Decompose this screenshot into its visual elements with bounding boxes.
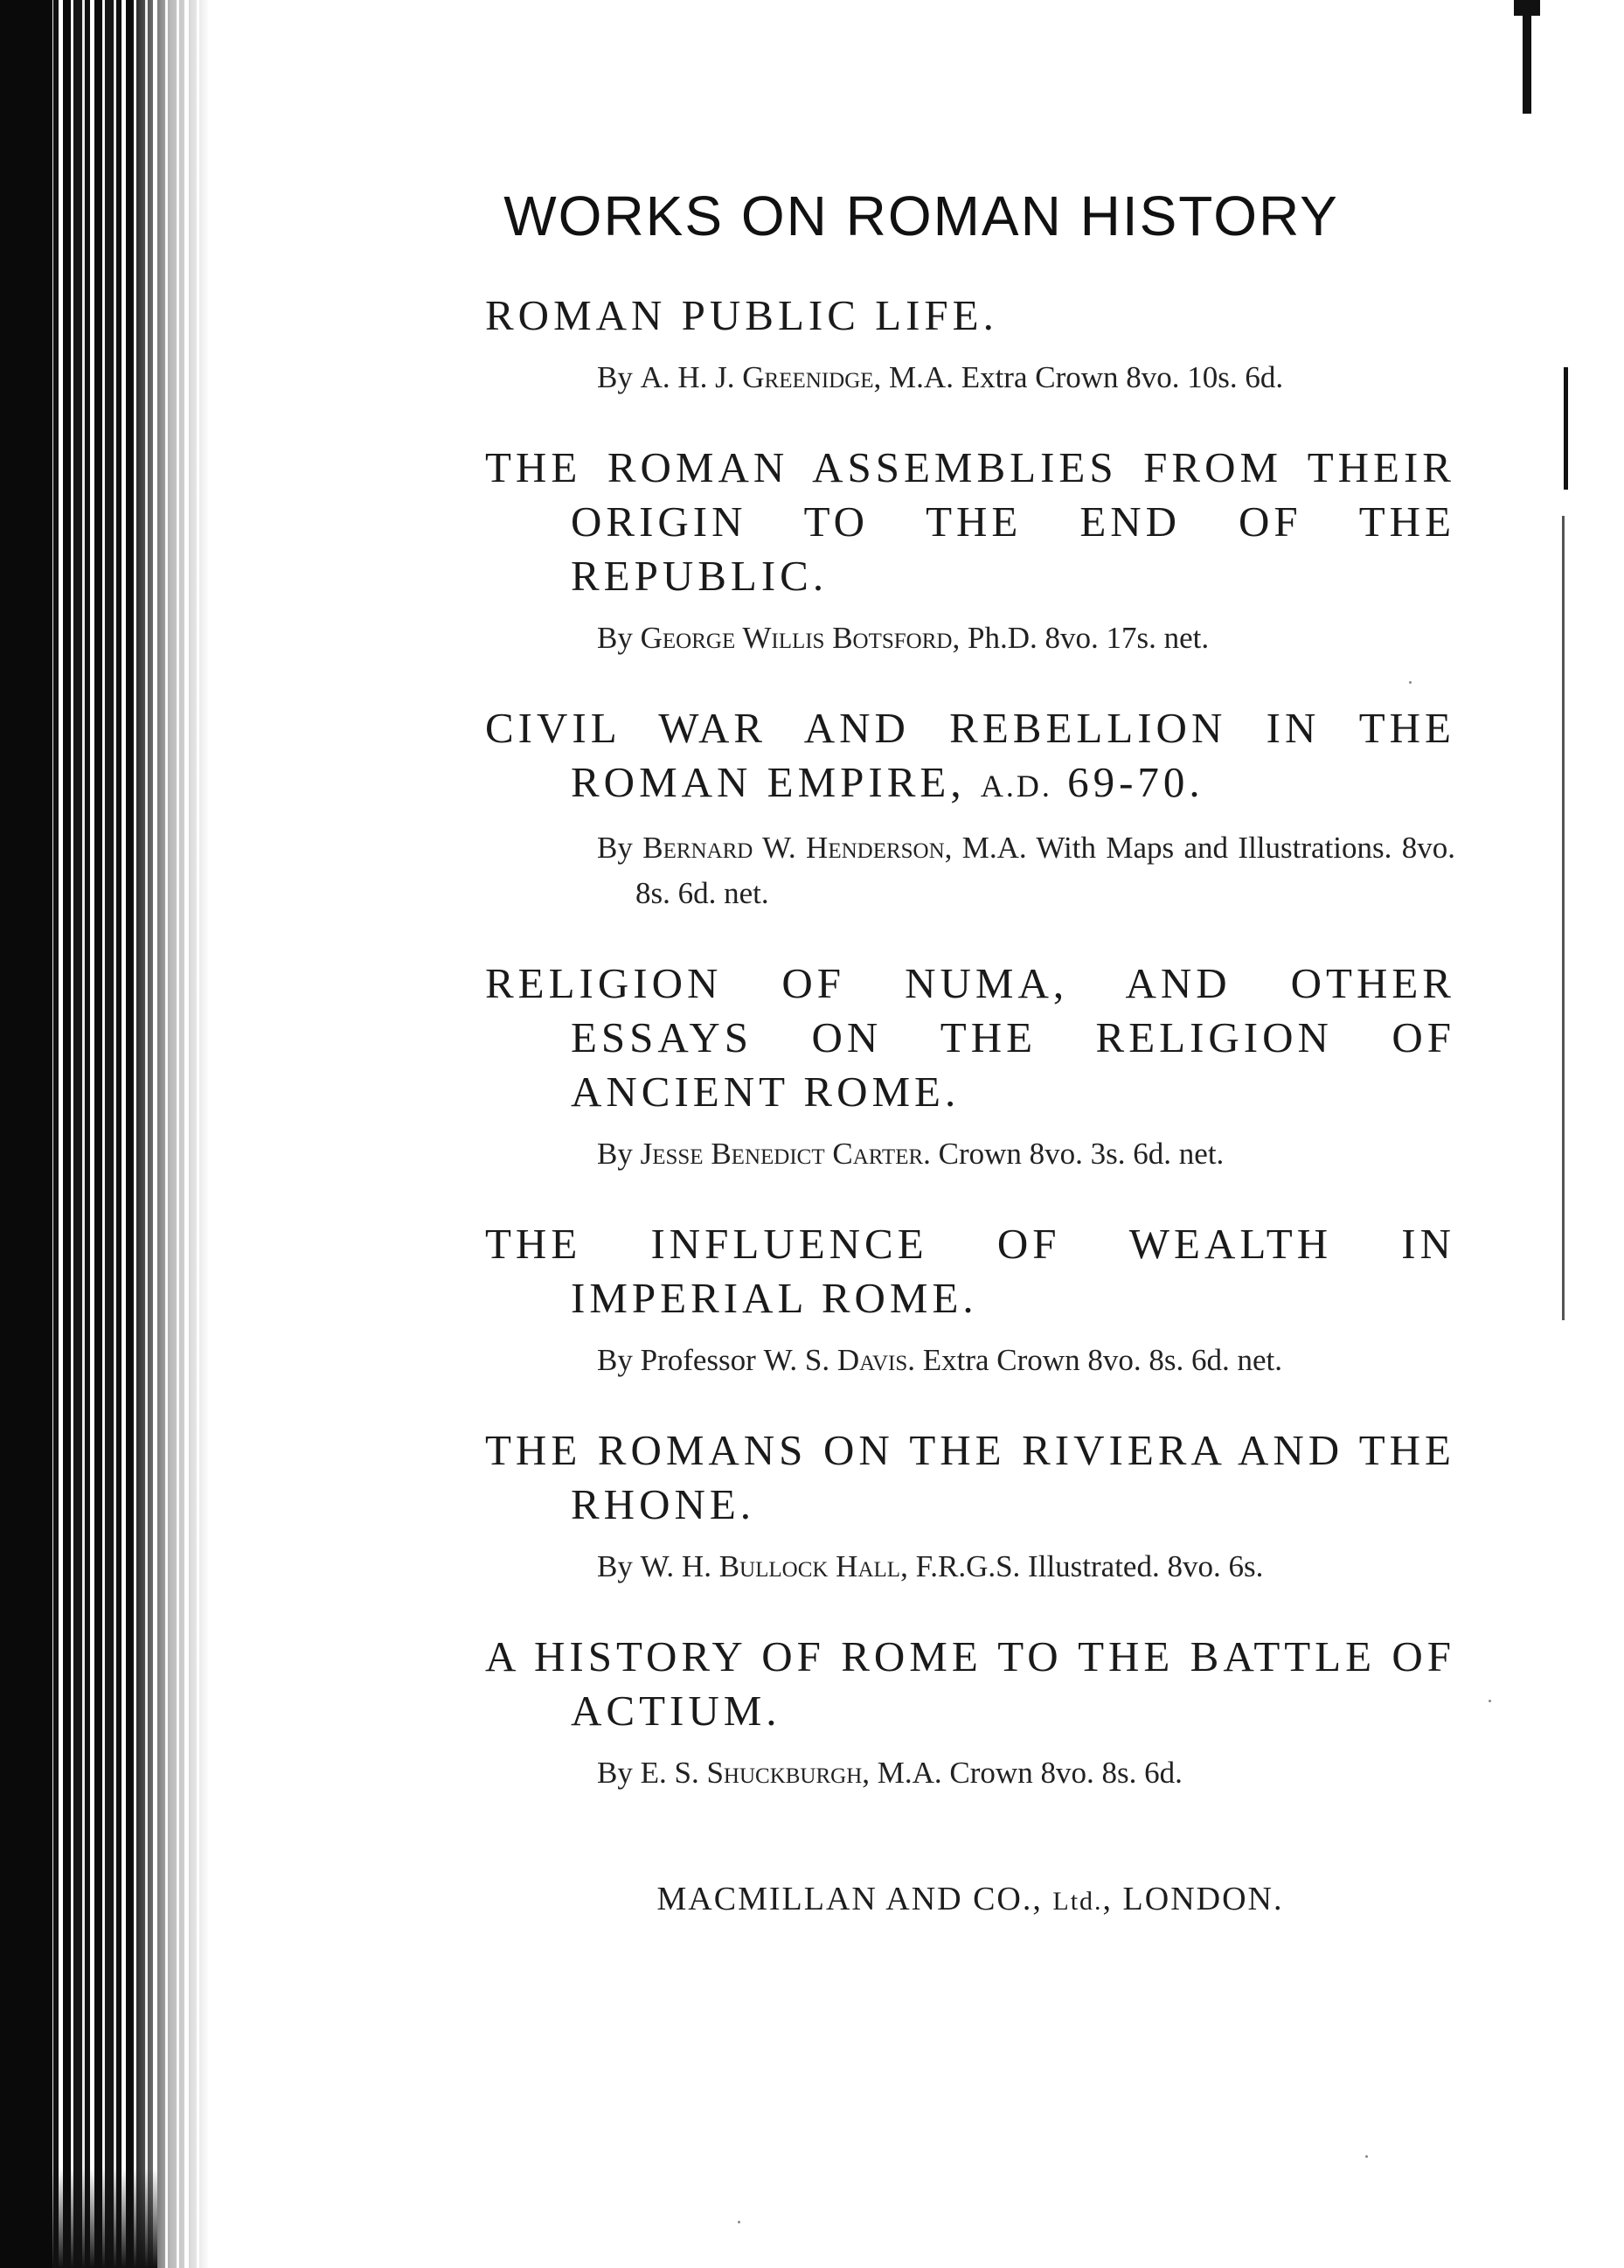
book-details: , F.R.G.S. Illustrated. 8vo. 6s. [900, 1549, 1264, 1583]
book-list [485, 289, 1455, 1836]
scan-speck [1409, 681, 1412, 684]
byline-prefix: By [597, 831, 633, 865]
scan-speck [738, 2221, 740, 2223]
book-details: . Crown 8vo. 3s. 6d. net. [923, 1137, 1225, 1171]
book-byline [485, 1750, 1455, 1796]
book-details: , M.A. Extra Crown 8vo. 10s. 6d. [873, 360, 1284, 394]
book-details: , Ph.D. 8vo. 17s. net. [952, 621, 1210, 655]
page-edge-line [1562, 516, 1565, 1320]
book-title: ROMAN PUBLIC LIFE. [485, 291, 998, 339]
byline-prefix: By [597, 360, 633, 394]
book-spine-edge [0, 0, 52, 2268]
book-details: , M.A. Crown 8vo. 8s. 6d. [862, 1756, 1183, 1790]
book-title [485, 701, 1455, 813]
book-author: Jesse Benedict Carter [640, 1137, 924, 1171]
byline-prefix: By [597, 1137, 633, 1171]
scan-speck [1365, 2155, 1368, 2158]
book-title: RELIGION OF NUMA, AND OTHER ESSAYS ON THE RELIGION OF ANCIENT ROME. [485, 959, 1455, 1116]
spine-fade [131, 0, 210, 2268]
publisher-imprint [485, 1880, 1455, 1918]
book-author: E. S. Shuckburgh [640, 1756, 863, 1790]
byline-prefix: By [597, 621, 633, 655]
book-byline [485, 1338, 1455, 1383]
spine-bottom-shadow [52, 2168, 157, 2268]
book-entry [485, 1630, 1455, 1796]
book-entry [485, 289, 1455, 400]
book-author: George Willis Botsford [640, 621, 953, 655]
book-title-main: CIVIL WAR AND REBELLION IN THE ROMAN EMPIRE, [485, 704, 1455, 806]
book-title: THE ROMANS ON THE RIVIERA AND THE RHONE. [485, 1426, 1455, 1528]
book-entry [485, 1423, 1455, 1590]
byline-prefix: By Professor [597, 1343, 756, 1377]
book-author: W. H. Bullock Hall [640, 1549, 901, 1583]
book-byline [485, 616, 1455, 661]
page-edge-line [1564, 367, 1568, 490]
byline-prefix: By [597, 1549, 633, 1583]
book-author: Bernard W. Henderson [642, 831, 945, 865]
book-title: THE INFLUENCE OF WEALTH IN IMPERIAL ROME. [485, 1220, 1455, 1322]
publisher-name: MACMILLAN AND CO., [656, 1881, 1043, 1917]
page-edge-mark-cap [1514, 0, 1540, 16]
book-details: , M.A. With Maps and Illustrations. 8vo. 8s. 6d. net. [635, 831, 1455, 910]
book-author: W. S. Davis [763, 1343, 908, 1377]
page-edge-mark-top [1523, 0, 1531, 114]
book-entry [485, 1217, 1455, 1383]
scan-speck [1489, 1700, 1491, 1702]
book-entry [485, 957, 1455, 1177]
publisher-ltd: Ltd. [1052, 1887, 1103, 1916]
book-title-years: 69-70. [1051, 758, 1204, 806]
byline-prefix: By [597, 1756, 633, 1790]
book-title-era: A.D. [980, 769, 1052, 804]
book-byline [485, 1131, 1455, 1177]
book-byline [485, 1544, 1455, 1590]
book-byline [485, 825, 1455, 916]
book-author: A. H. J. Greenidge [640, 360, 874, 394]
book-entry [485, 701, 1455, 916]
book-details: . Extra Crown 8vo. 8s. 6d. net. [907, 1343, 1282, 1377]
publisher-city: , LONDON. [1102, 1881, 1284, 1917]
book-title: A HISTORY OF ROME TO THE BATTLE OF ACTIUM. [485, 1632, 1455, 1735]
book-entry [485, 441, 1455, 661]
book-title: THE ROMAN ASSEMBLIES FROM THEIR ORIGIN TO THE END OF THE REPUBLIC. [485, 443, 1455, 600]
page-heading: WORKS ON ROMAN HISTORY [503, 184, 1339, 247]
book-byline [485, 355, 1455, 400]
